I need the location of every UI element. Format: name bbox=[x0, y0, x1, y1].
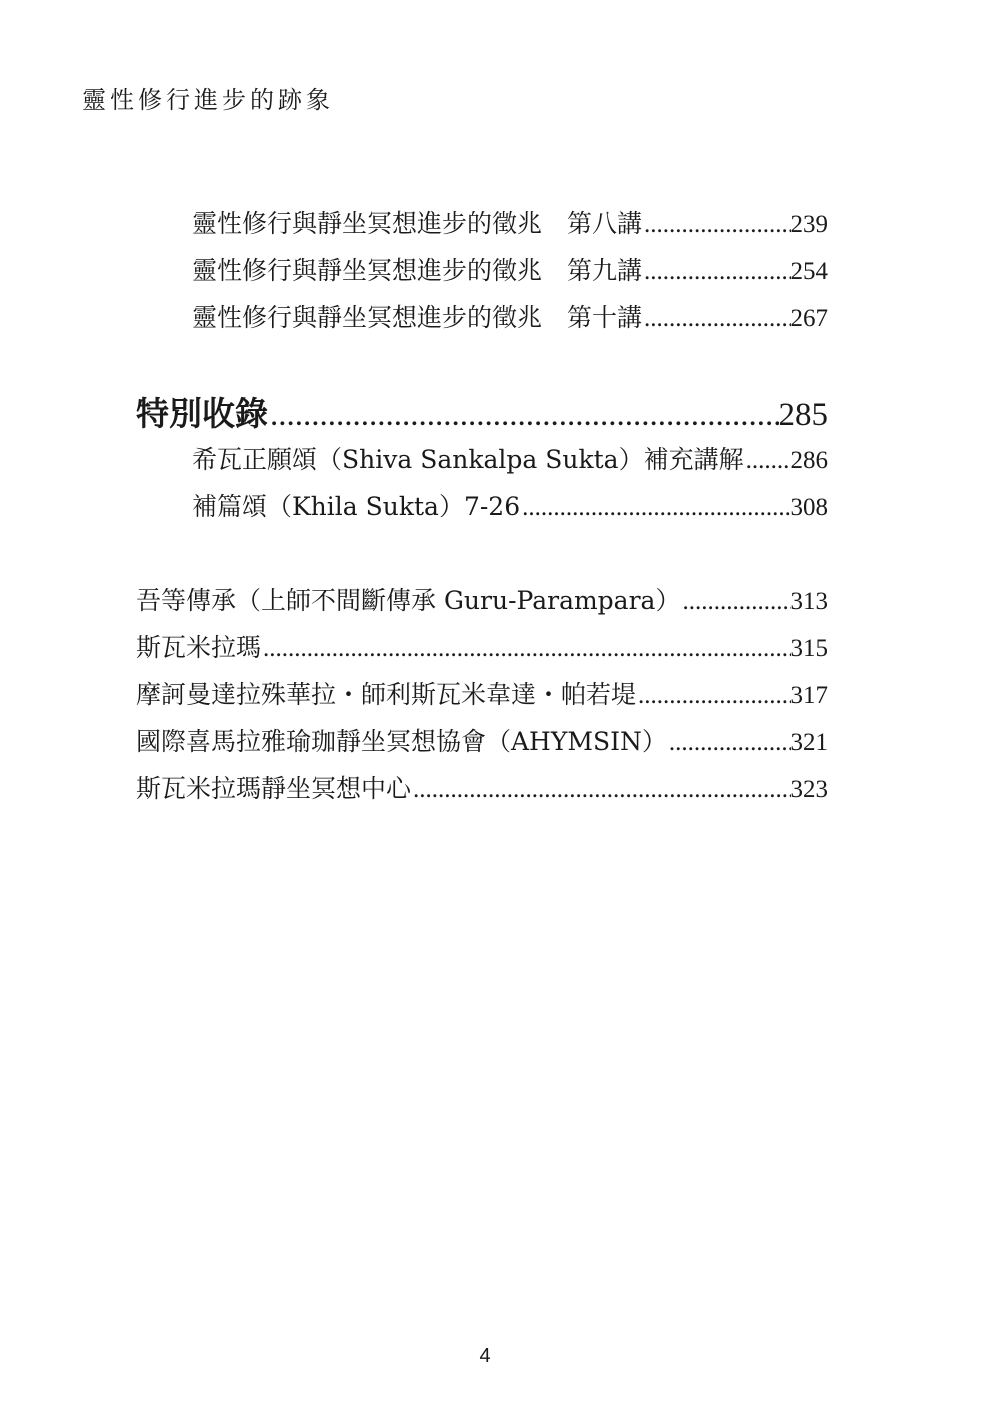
running-header: 靈性修行進步的跡象 bbox=[82, 86, 334, 114]
toc-entry-title: 國際喜馬拉雅瑜珈靜坐冥想協會（AHYMSIN） bbox=[136, 727, 667, 756]
toc-entry-page: 254 bbox=[790, 258, 828, 285]
toc-entry-title: 斯瓦米拉瑪靜坐冥想中心 bbox=[136, 774, 412, 803]
toc-entry-title: 希瓦正願頌（Shiva Sankalpa Sukta）補充講解 bbox=[192, 445, 744, 474]
toc-entry-page: 315 bbox=[790, 635, 828, 662]
toc-entry-title: 吾等傳承（上師不間斷傳承 Guru-Parampara） bbox=[136, 586, 681, 615]
toc-entry-page: 286 bbox=[790, 447, 828, 474]
toc-entry-meditation-center[interactable] bbox=[136, 771, 828, 808]
toc-entry-title: 斯瓦米拉瑪 bbox=[136, 633, 262, 662]
dot-leader bbox=[744, 443, 791, 479]
toc-entry-page: 321 bbox=[790, 729, 828, 756]
toc-section-special[interactable] bbox=[136, 392, 828, 437]
toc-entry-lecture-10[interactable] bbox=[192, 300, 828, 337]
toc-section-title: 特別收錄 bbox=[136, 394, 268, 433]
dot-leader bbox=[411, 772, 790, 808]
toc-entry-title: 靈性修行與靜坐冥想進步的徵兆 第九講 bbox=[192, 256, 643, 285]
dot-leader bbox=[680, 584, 790, 620]
toc-entry-ahymsin[interactable] bbox=[136, 724, 828, 761]
dot-leader bbox=[642, 301, 790, 337]
dot-leader bbox=[667, 725, 791, 761]
toc-entry-khila-sukta[interactable] bbox=[192, 489, 828, 526]
toc-entry-swami-veda[interactable] bbox=[136, 677, 828, 714]
toc-entry-page: 323 bbox=[790, 776, 828, 803]
toc-section-page: 285 bbox=[778, 397, 828, 433]
toc-entry-page: 317 bbox=[790, 682, 828, 709]
page-number: 4 bbox=[479, 1345, 491, 1367]
toc-entry-lineage[interactable] bbox=[136, 583, 828, 620]
toc-entry-title: 摩訶曼達拉殊華拉・師利斯瓦米韋達・帕若堤 bbox=[136, 680, 637, 709]
toc-entry-page: 267 bbox=[790, 305, 828, 332]
dot-leader bbox=[642, 254, 790, 290]
toc-entry-title: 補篇頌（Khila Sukta）7-26 bbox=[192, 492, 521, 521]
toc-entry-title: 靈性修行與靜坐冥想進步的徵兆 第十講 bbox=[192, 303, 643, 332]
dot-leader bbox=[636, 678, 790, 714]
toc-entry-page: 239 bbox=[790, 211, 828, 238]
dot-leader bbox=[268, 393, 779, 437]
toc-entry-page: 313 bbox=[790, 588, 828, 615]
toc-entry-shiva-sankalpa[interactable] bbox=[192, 442, 828, 479]
toc-entry-lecture-8[interactable] bbox=[192, 206, 828, 243]
toc-entry-title: 靈性修行與靜坐冥想進步的徵兆 第八講 bbox=[192, 209, 643, 238]
toc-entry-lecture-9[interactable] bbox=[192, 253, 828, 290]
dot-leader bbox=[520, 490, 790, 526]
dot-leader bbox=[642, 207, 790, 243]
dot-leader bbox=[261, 631, 790, 667]
toc-entry-swami-rama[interactable] bbox=[136, 630, 828, 667]
toc-entry-page: 308 bbox=[790, 494, 828, 521]
